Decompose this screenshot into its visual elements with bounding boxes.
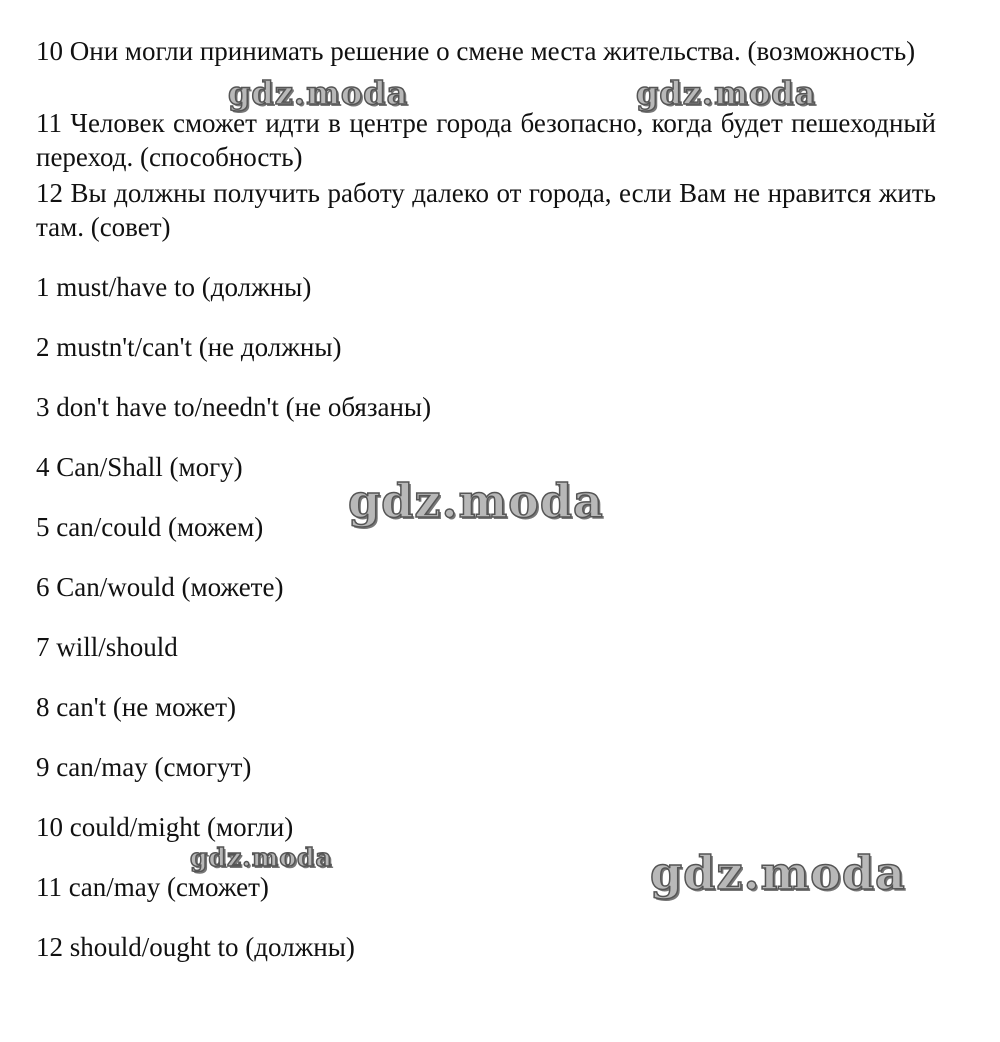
answer-3: 3 don't have to/needn't (не обязаны) bbox=[36, 392, 432, 422]
answer-8: 8 can't (не может) bbox=[36, 692, 236, 722]
answer-11: 11 can/may (сможет) bbox=[36, 872, 269, 902]
answer-9: 9 can/may (смогут) bbox=[36, 752, 252, 782]
watermark-logo: gdz.moda bbox=[228, 74, 409, 112]
answer-5: 5 can/could (можем) bbox=[36, 512, 264, 542]
answer-4: 4 Can/Shall (могу) bbox=[36, 452, 243, 482]
watermark-logo: gdz.moda bbox=[190, 843, 333, 872]
answer-6: 6 Can/would (можете) bbox=[36, 572, 284, 602]
task-12: 12 Вы должны получить работу далеко от города, если Вам не нравится жить там. (совет) bbox=[36, 178, 936, 242]
watermark-logo: gdz.moda bbox=[636, 74, 817, 112]
watermark-logo: gdz.moda bbox=[348, 474, 604, 528]
answer-7: 7 will/should bbox=[36, 632, 178, 662]
answer-1: 1 must/have to (должны) bbox=[36, 272, 312, 302]
watermark-logo: gdz.moda bbox=[650, 846, 906, 900]
answer-10: 10 could/might (могли) bbox=[36, 812, 294, 842]
answer-12: 12 should/ought to (должны) bbox=[36, 932, 355, 962]
task-10: 10 Они могли принимать решение о смене места жительства. (возможность) bbox=[36, 36, 916, 66]
task-11: 11 Человек сможет идти в центре города безопасно, когда будет пешеходный переход. (способность) bbox=[36, 108, 936, 172]
answer-2: 2 mustn't/can't (не должны) bbox=[36, 332, 342, 362]
